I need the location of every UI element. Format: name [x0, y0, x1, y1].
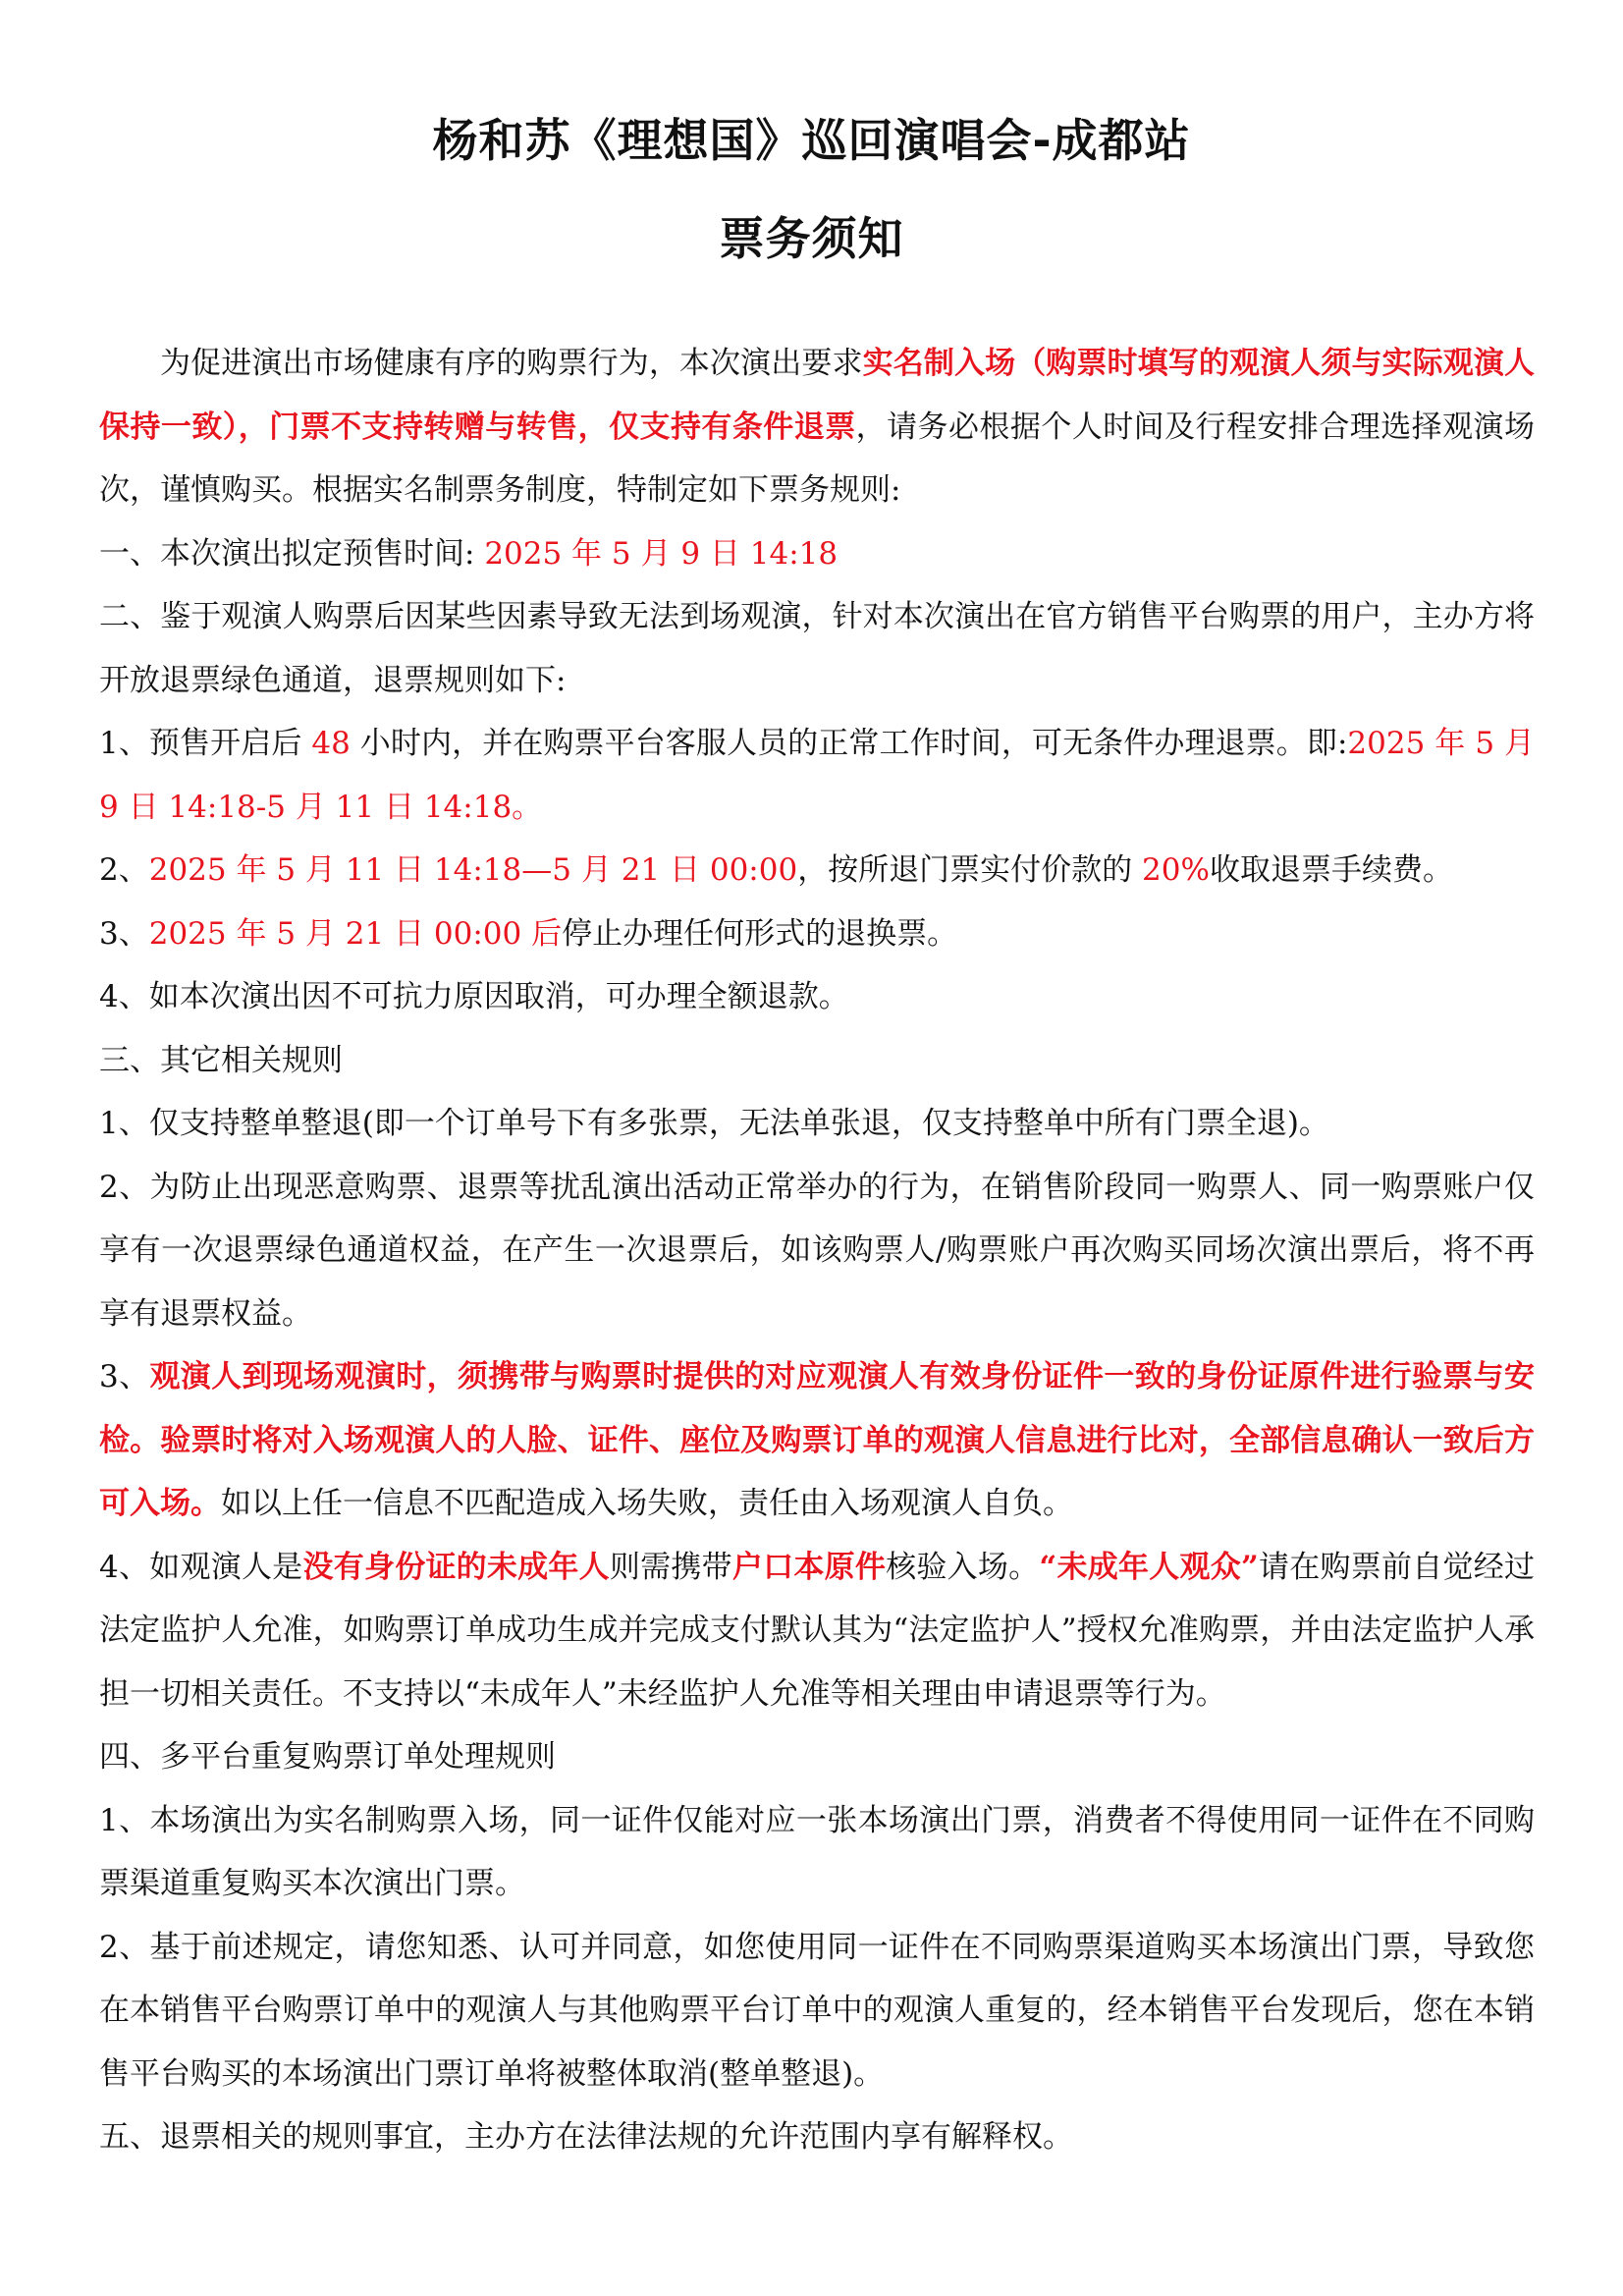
- paragraph-text: 小时内，并在购票平台客服人员的正常工作时间，可无条件办理退票。即:: [350, 726, 1348, 761]
- highlighted-text: 户口本原件: [731, 1549, 887, 1585]
- paragraph: [99, 902, 1535, 966]
- paragraph-text: 一、本次演出拟定预售时间:: [99, 535, 485, 572]
- paragraph: [99, 332, 1535, 522]
- paragraph-text: 1、预售开启后: [99, 726, 312, 761]
- highlighted-text: 2025 年 5 月 9 日 14:18-5 月 11 日 14:18。: [99, 726, 1535, 825]
- title-block: [0, 110, 1623, 269]
- paragraph-text: ，请务必根据个人时间及行程安排合理选择观演场次，谨慎购买。根据实名制票务制度，特制定如下票务规则:: [99, 409, 1535, 508]
- highlighted-text: “未成年人观众”: [1039, 1549, 1259, 1585]
- paragraph: [99, 1725, 1535, 1789]
- paragraph-text: 3、: [99, 1359, 150, 1394]
- paragraph: [99, 965, 1535, 1029]
- paragraph-text: 1、本场演出为实名制购票入场，同一证件仅能对应一张本场演出门票，消费者不得使用同一证件在不同购票渠道重复购买本次演出门票。: [99, 1802, 1535, 1901]
- highlighted-text: 20%: [1142, 852, 1210, 888]
- paragraph-text: 核验入场。: [886, 1549, 1040, 1585]
- highlighted-text: 没有身份证的未成年人: [302, 1549, 610, 1585]
- paragraph-text: 如以上任一信息不匹配造成入场失败，责任由入场观演人自负。: [221, 1486, 1073, 1521]
- paragraph-text: 3、: [99, 915, 149, 952]
- document-title: 杨和苏《理想国》巡回演唱会-成都站: [432, 114, 1191, 167]
- paragraph-text: 停止办理任何形式的退换票。: [562, 915, 958, 952]
- paragraph-text: 2、为防止出现恶意购票、退票等扰乱演出活动正常举办的行为，在销售阶段同一购票人、同一购票账户仅享有一次退票绿色通道权益，在产生一次退票后，如该购票人/购票账户再次购买同场次演出票后，将不再享有退票权益。: [99, 1169, 1535, 1332]
- highlighted-text: 2025 年 5 月 11 日 14:18—5 月 21 日 00:00: [148, 852, 798, 888]
- paragraph-text: 2、: [99, 852, 149, 888]
- highlighted-text: 2025 年 5 月 9 日 14:18: [484, 535, 839, 572]
- highlighted-text: 48: [311, 726, 351, 761]
- paragraph: [99, 1029, 1535, 1093]
- paragraph-text: 五、退票相关的规则事宜，主办方在法律法规的允许范围内享有解释权。: [99, 2119, 1073, 2155]
- paragraph-text: 为促进演出市场健康有序的购票行为，本次演出要求: [160, 346, 863, 381]
- paragraph: [99, 522, 1535, 586]
- paragraph-text: ，按所退门票实付价款的: [797, 852, 1143, 888]
- paragraph: [99, 839, 1535, 902]
- paragraph: [99, 1536, 1535, 1726]
- highlighted-text: 实名制入场（购票时填写的观演人须与实际观演人保持一致），门票不支持转赠与转售，仅支持有条件退票: [99, 346, 1536, 445]
- paragraph: [99, 1789, 1535, 1916]
- paragraph-text: 请在购票前自觉经过法定监护人允准，如购票订单成功生成并完成支付默认其为“法定监护人”授权允准购票，并由法定监护人承担一切相关责任。不支持以“未成年人”未经监护人允准等相关理由申请退票等行为。: [99, 1549, 1536, 1712]
- paragraph: [99, 1092, 1535, 1156]
- paragraph-text: 1、仅支持整单整退(即一个订单号下有多张票，无法单张退，仅支持整单中所有门票全退)。: [99, 1106, 1329, 1141]
- paragraph-text: 四、多平台重复购票订单处理规则: [99, 1739, 556, 1775]
- paragraph-text: 三、其它相关规则: [99, 1042, 343, 1078]
- paragraph: [99, 585, 1535, 712]
- highlighted-text: 2025 年 5 月 21 日 00:00 后: [148, 915, 563, 952]
- highlighted-text: 观演人到现场观演时，须携带与购票时提供的对应观演人有效身份证件一致的身份证原件进行验票与安检。验票时将对入场观演人的人脸、证件、座位及购票订单的观演人信息进行比对，全部信息确认一致后方可入场。: [99, 1359, 1535, 1521]
- paragraph: [99, 1916, 1535, 2106]
- paragraph-text: 4、如观演人是: [99, 1549, 303, 1585]
- paragraph-text: 4、如本次演出因不可抗力原因取消，可办理全额退款。: [99, 979, 849, 1014]
- document-body: [99, 332, 1535, 2169]
- paragraph: [99, 712, 1535, 839]
- document-subtitle: 票务须知: [719, 212, 904, 265]
- paragraph: [99, 2105, 1535, 2169]
- paragraph: [99, 1156, 1535, 1346]
- paragraph-text: 2、基于前述规定，请您知悉、认可并同意，如您使用同一证件在不同购票渠道购买本场演出门票，导致您在本销售平台购票订单中的观演人与其他购票平台订单中的观演人重复的，经本销售平台发现后，您在本销售平台购买的本场演出门票订单将被整体取消(整单整退)。: [99, 1929, 1535, 2092]
- paragraph-text: 则需携带: [609, 1549, 732, 1585]
- paragraph: [99, 1345, 1535, 1536]
- paragraph-text: 收取退票手续费。: [1209, 852, 1453, 888]
- paragraph-text: 二、鉴于观演人购票后因某些因素导致无法到场观演，针对本次演出在官方销售平台购票的用户，主办方将开放退票绿色通道，退票规则如下:: [99, 599, 1535, 698]
